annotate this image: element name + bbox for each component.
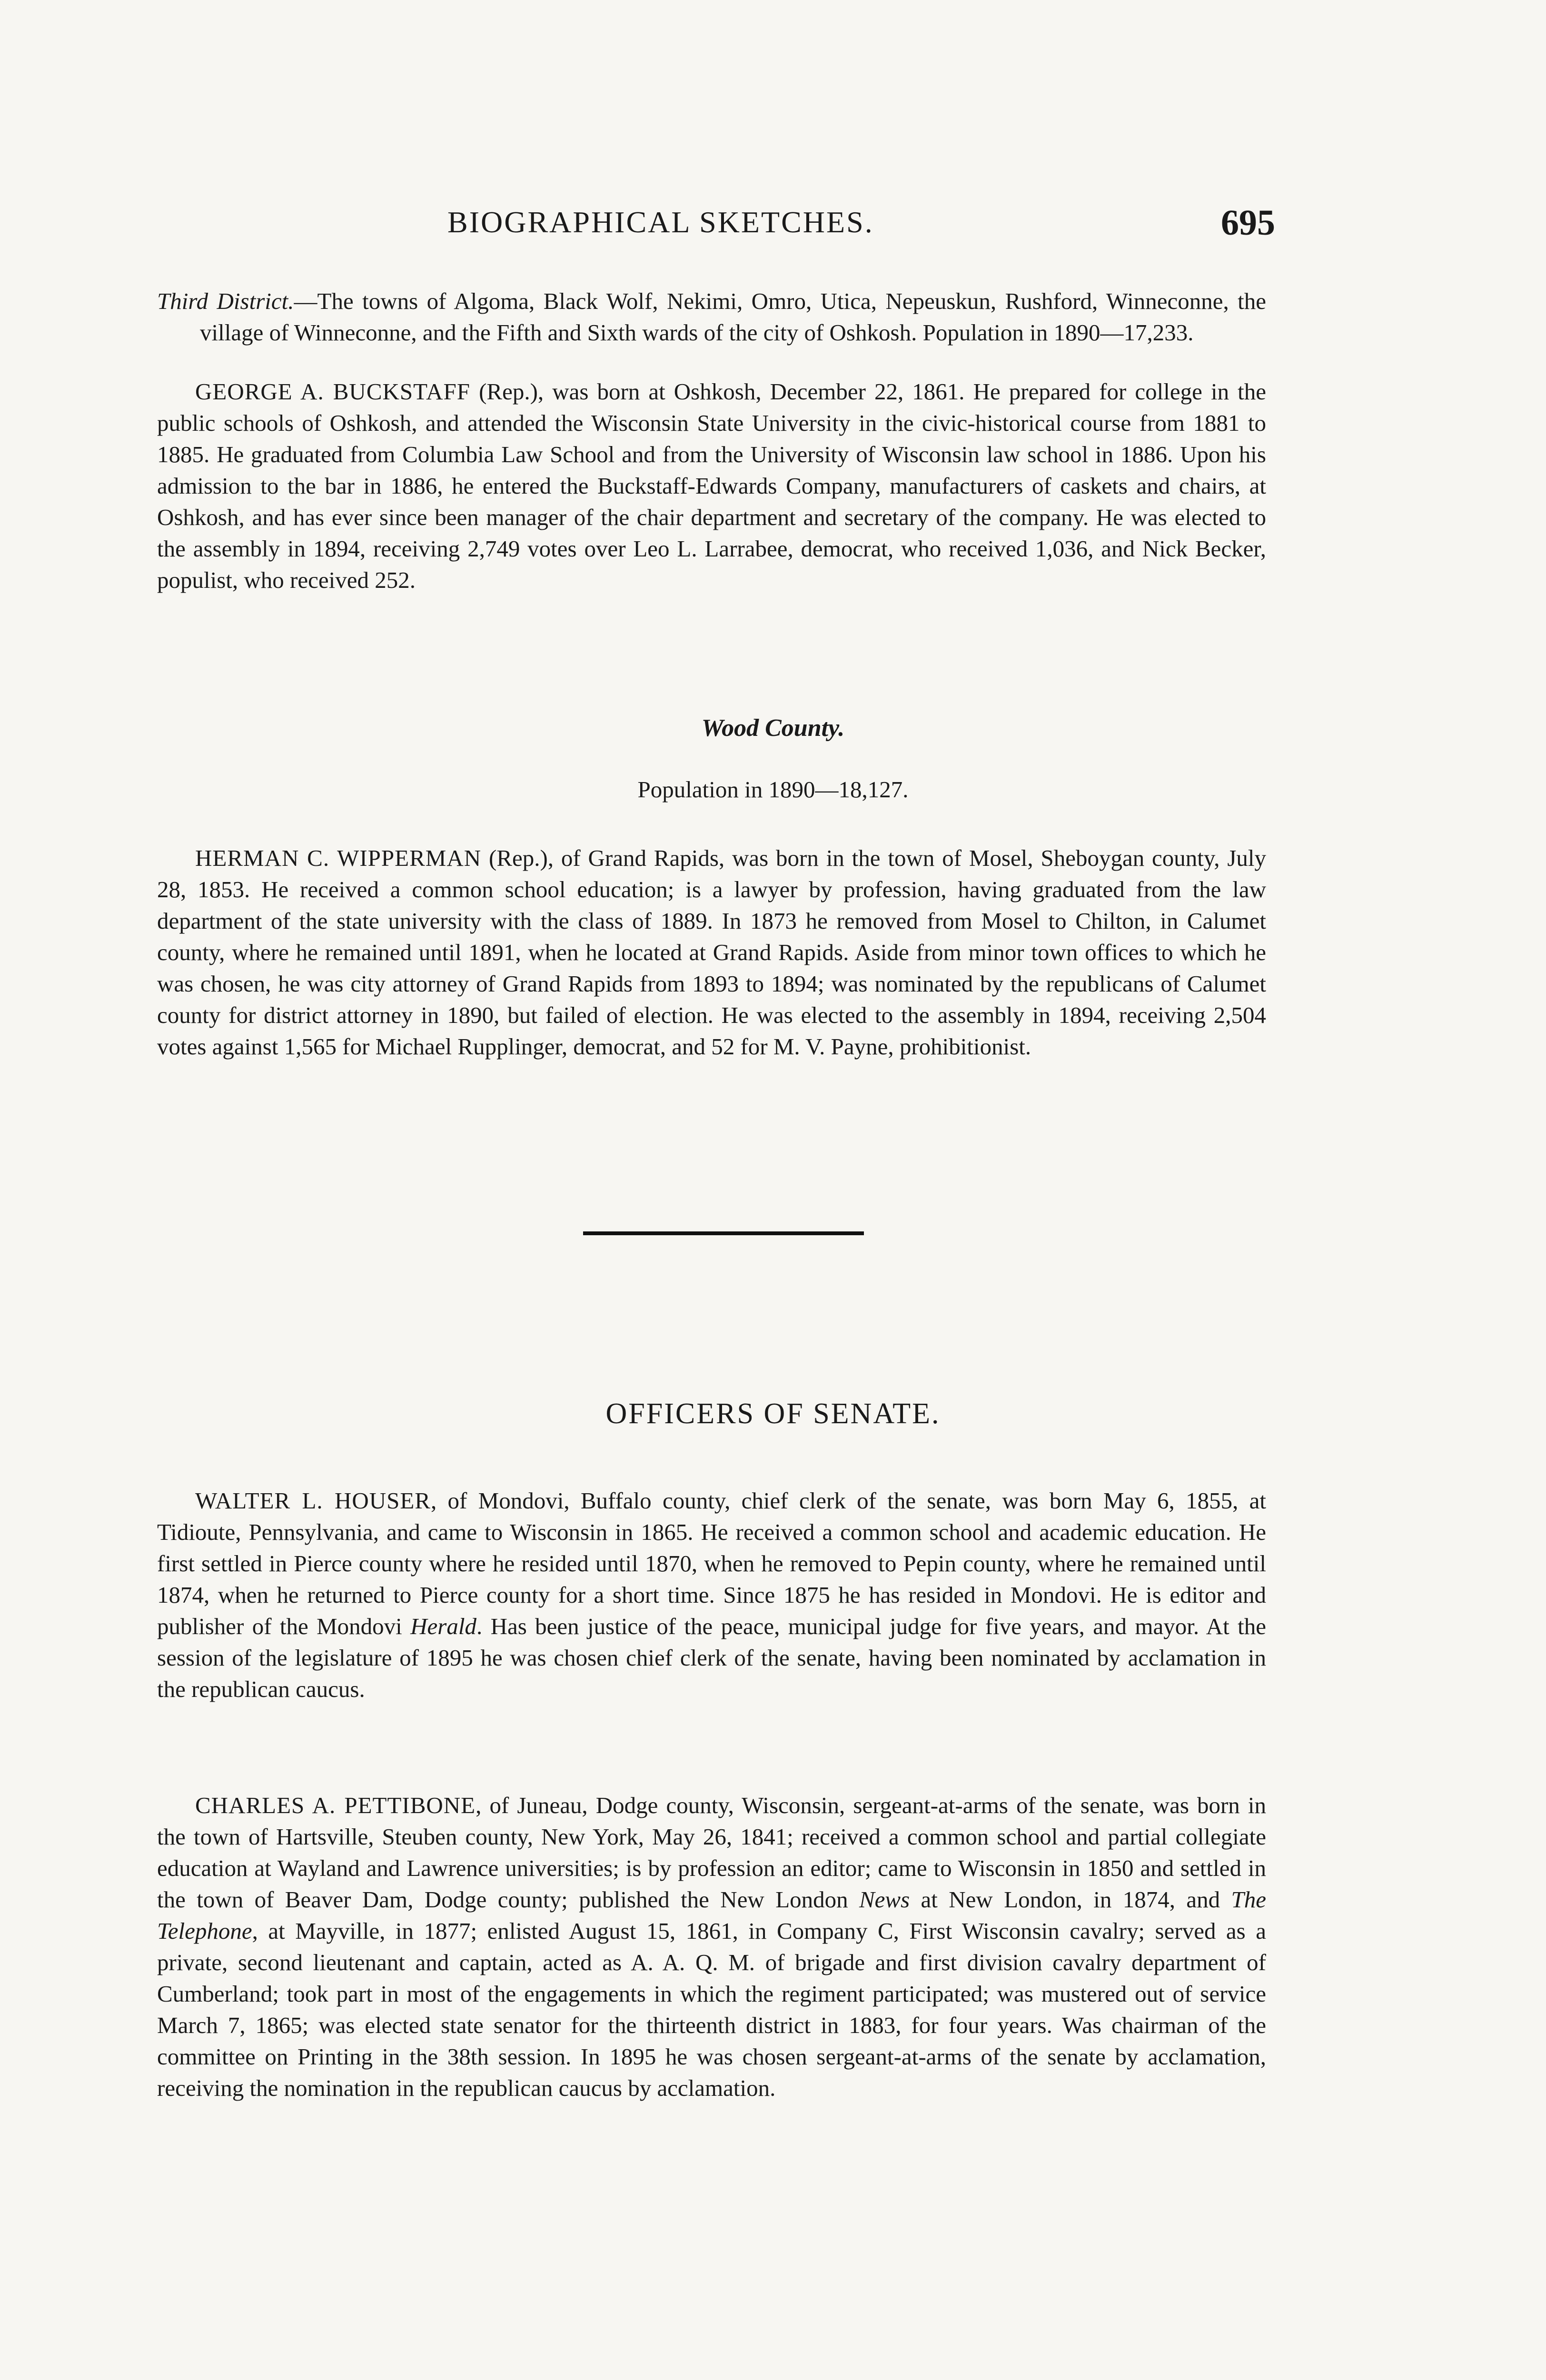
district-label: Third District.: [157, 288, 294, 314]
county-population: Population in 1890—18,127.: [637, 776, 909, 803]
section-title: OFFICERS OF SENATE.: [605, 1398, 941, 1430]
person-name: WALTER L. HOUSER: [195, 1488, 431, 1514]
biography-text: , at Mayville, in 1877; enlisted August 15, 1861, in Company C, First Wisconsin cavalry; served as a private, second lieutenant and captain, acted as A. A. Q. M. of brigade and first division cavalry department of Cumberland; took part in most of the engagements in which the regiment participated; was mustered out of service March 7, 1865; was elected state senator for the thirteenth district in 1883, for four years. Was chairman of the committee on Printing in the 38th session. In 1895 he was chosen sergeant-at-arms of the senate by acclamation, receiving the nomination in the republican caucus by acclamation.: [157, 1918, 1266, 2101]
person-name: GEORGE A. BUCKSTAFF: [195, 378, 471, 405]
houser-biography: [157, 1485, 1266, 1705]
newspaper-name: Herald: [410, 1613, 476, 1639]
biography-text: at New London, in 1874, and: [910, 1886, 1231, 1913]
biography-text: , of Juneau, Dodge county, Wisconsin, sergeant-at-arms of the senate, was born in the town of Hartsville, Steuben county, New York, May 26, 1841; received a common school and partial collegiate education at Wayland and Lawrence universities; is by profession an editor; came to Wisconsin in 1850 and settled in the town of Beaver Dam, Dodge county; published the New London: [157, 1792, 1267, 1913]
biography-text: . Has been justice of the peace, municipal judge for five years, and mayor. At the session of the legislature of 1895 he was chosen chief clerk of the senate, having been nominated by acclamation in the republican caucus.: [157, 1613, 1266, 1702]
wipperman-biography: [157, 843, 1266, 1062]
third-district-paragraph: [157, 286, 1266, 348]
buckstaff-biography: [157, 376, 1266, 596]
biography-text: (Rep.), of Grand Rapids, was born in the town of Mosel, Sheboygan county, July 28, 1853. He received a common school education; is a lawyer by profession, having graduated from the law department of the state university with the class of 1889. In 1873 he removed from Mosel to Chilton, in Calumet county, where he remained until 1891, when he located at Grand Rapids. Aside from minor town offices to which he was chosen, he was city attorney of Grand Rapids from 1893 to 1894; was nominated by the republicans of Calumet county for district attorney in 1890, but failed of election. He was elected to the assembly in 1894, receiving 2,504 votes against 1,565 for Michael Rupplinger, democrat, and 52 for M. V. Payne, prohibitionist.: [157, 845, 1267, 1060]
page-number: 695: [1221, 203, 1275, 243]
biography-text: , of Mondovi, Buffalo county, chief clerk of the senate, was born May 6, 1855, at Tidioute, Pennsylvania, and came to Wisconsin in 1865. He received a common school and academic education. He first settled in Pierce county where he resided until 1870, when he removed to Pepin county, where he remained until 1874, when he returned to Pierce county for a short time. Since 1875 he has resided in Mondovi. He is editor and publisher of the Mondovi: [157, 1488, 1267, 1639]
running-head: BIOGRAPHICAL SKETCHES.: [447, 205, 874, 239]
section-divider: [583, 1231, 864, 1235]
newspaper-name: The Telephone: [157, 1886, 1266, 1944]
person-name: CHARLES A. PETTIBONE: [195, 1792, 476, 1818]
district-description: —The towns of Algoma, Black Wolf, Nekimi, Omro, Utica, Nepeuskun, Rushford, Winneconne, the village of Winneconne, and the Fifth and Sixth wards of the city of Oshkosh. Population in 1890—17,233.: [200, 288, 1266, 346]
person-name: HERMAN C. WIPPERMAN: [195, 845, 482, 871]
newspaper-name: News: [859, 1886, 910, 1913]
biography-text: (Rep.), was born at Oshkosh, December 22, 1861. He prepared for college in the public schools of Oshkosh, and attended the Wisconsin State University in the civic-historical course from 1881 to 1885. He graduated from Columbia Law School and from the University of Wisconsin law school in 1886. Upon his admission to the bar in 1886, he entered the Buckstaff-Edwards Company, manufacturers of caskets and chairs, at Oshkosh, and has ever since been manager of the chair department and secretary of the company. He was elected to the assembly in 1894, receiving 2,749 votes over Leo L. Larrabee, democrat, who received 1,036, and Nick Becker, populist, who received 252.: [157, 378, 1267, 593]
county-heading: Wood County.: [701, 714, 845, 742]
pettibone-biography: [157, 1790, 1266, 2104]
